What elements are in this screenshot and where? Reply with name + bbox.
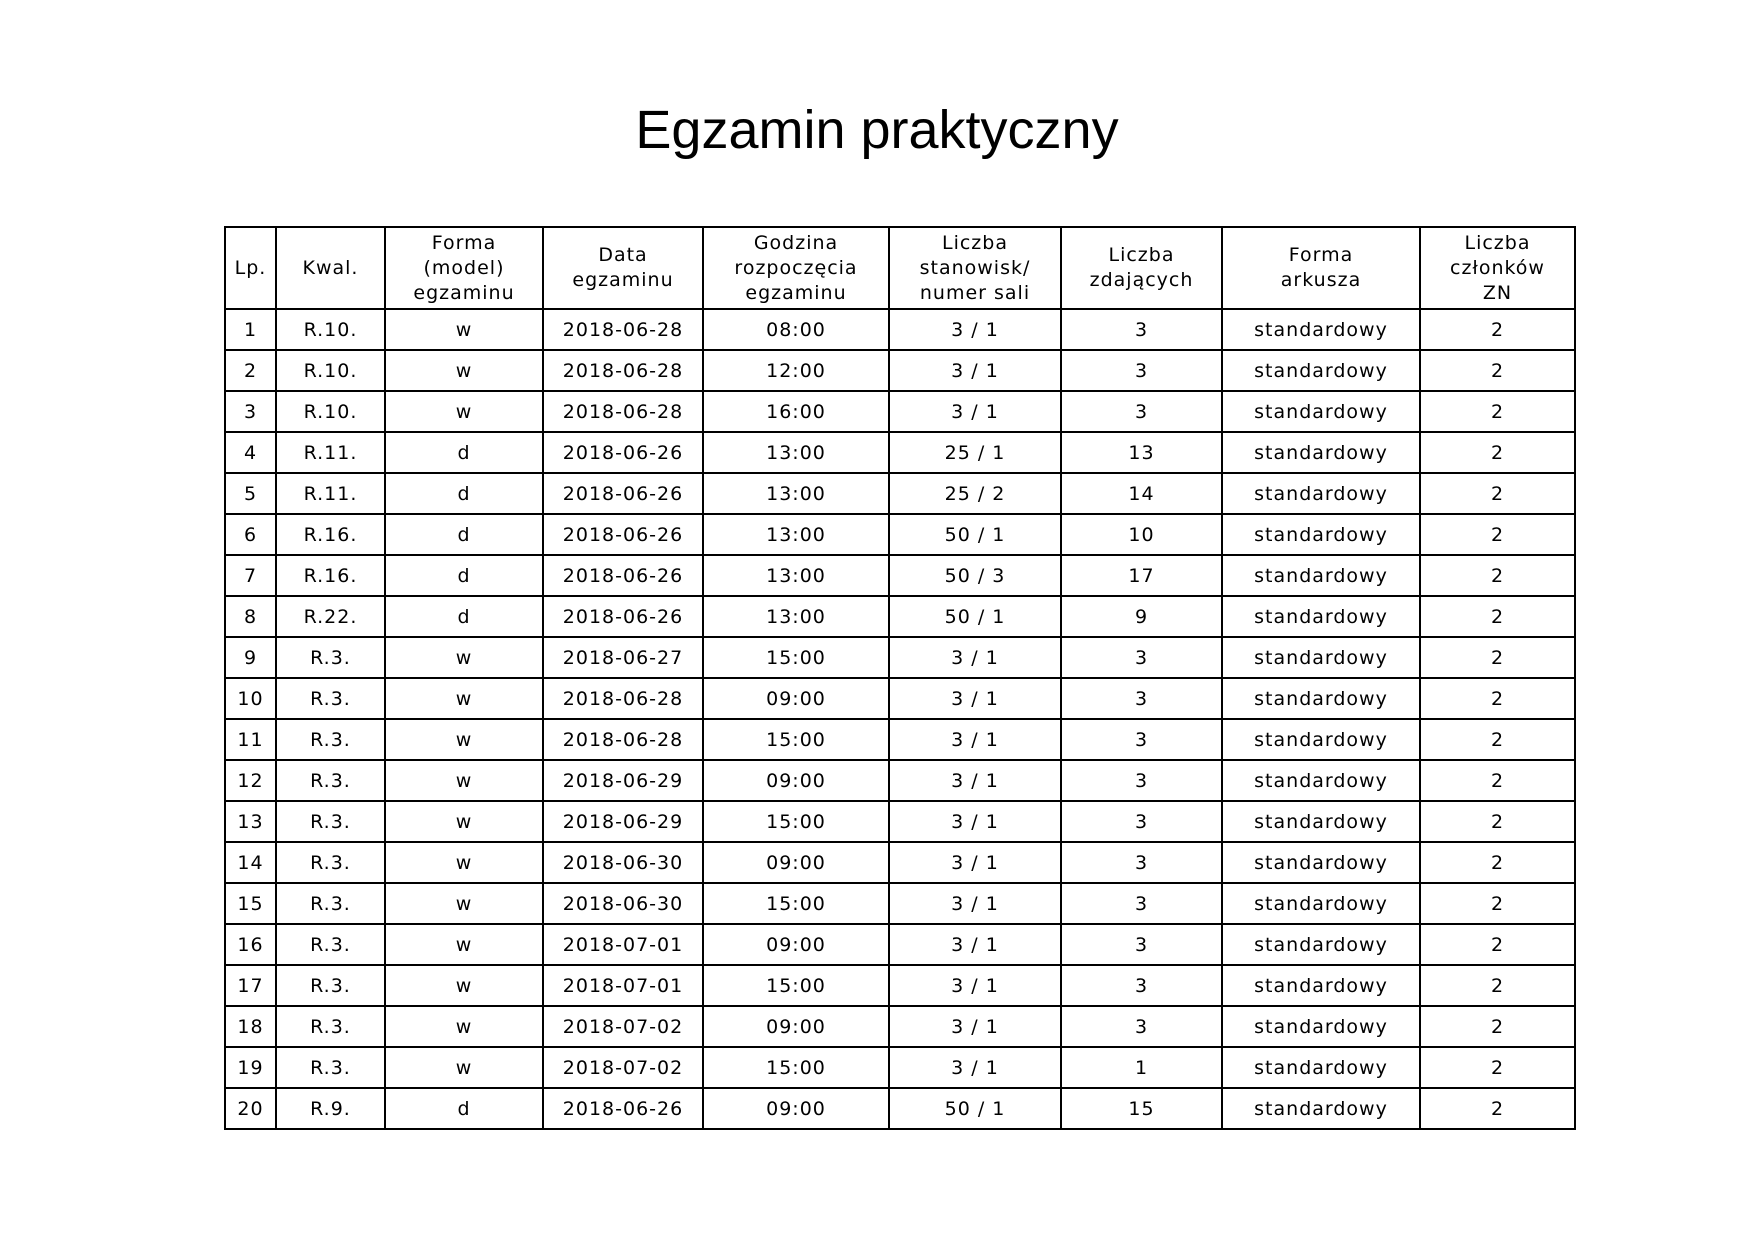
cell-stanowiska: 3 / 1 bbox=[889, 391, 1061, 432]
cell-godzina: 16:00 bbox=[703, 391, 889, 432]
table-row bbox=[225, 596, 1575, 637]
cell-lp: 3 bbox=[225, 391, 276, 432]
cell-forma: w bbox=[385, 883, 543, 924]
cell-lp: 15 bbox=[225, 883, 276, 924]
cell-godzina: 09:00 bbox=[703, 842, 889, 883]
table-row bbox=[225, 801, 1575, 842]
cell-kwal: R.3. bbox=[276, 678, 385, 719]
cell-lp: 7 bbox=[225, 555, 276, 596]
header-godzina: Godzina rozpoczęcia egzaminu bbox=[703, 227, 889, 309]
cell-arkusz: standardowy bbox=[1222, 883, 1420, 924]
cell-forma: w bbox=[385, 309, 543, 350]
cell-zdajacy: 14 bbox=[1061, 473, 1222, 514]
cell-czlonkowie: 2 bbox=[1420, 1088, 1575, 1129]
cell-kwal: R.3. bbox=[276, 1047, 385, 1088]
cell-stanowiska: 3 / 1 bbox=[889, 883, 1061, 924]
cell-zdajacy: 13 bbox=[1061, 432, 1222, 473]
cell-zdajacy: 10 bbox=[1061, 514, 1222, 555]
table-row bbox=[225, 309, 1575, 350]
table-row bbox=[225, 1088, 1575, 1129]
cell-forma: d bbox=[385, 555, 543, 596]
cell-zdajacy: 3 bbox=[1061, 637, 1222, 678]
cell-czlonkowie: 2 bbox=[1420, 1006, 1575, 1047]
cell-godzina: 15:00 bbox=[703, 801, 889, 842]
cell-czlonkowie: 2 bbox=[1420, 596, 1575, 637]
cell-arkusz: standardowy bbox=[1222, 473, 1420, 514]
cell-data: 2018-06-30 bbox=[543, 883, 703, 924]
cell-forma: d bbox=[385, 473, 543, 514]
cell-godzina: 13:00 bbox=[703, 432, 889, 473]
cell-godzina: 09:00 bbox=[703, 1006, 889, 1047]
cell-stanowiska: 3 / 1 bbox=[889, 350, 1061, 391]
cell-arkusz: standardowy bbox=[1222, 309, 1420, 350]
cell-arkusz: standardowy bbox=[1222, 1088, 1420, 1129]
cell-godzina: 15:00 bbox=[703, 965, 889, 1006]
cell-lp: 2 bbox=[225, 350, 276, 391]
cell-lp: 20 bbox=[225, 1088, 276, 1129]
cell-lp: 17 bbox=[225, 965, 276, 1006]
cell-kwal: R.11. bbox=[276, 473, 385, 514]
cell-kwal: R.3. bbox=[276, 719, 385, 760]
cell-data: 2018-06-26 bbox=[543, 1088, 703, 1129]
cell-czlonkowie: 2 bbox=[1420, 637, 1575, 678]
cell-zdajacy: 3 bbox=[1061, 760, 1222, 801]
cell-czlonkowie: 2 bbox=[1420, 842, 1575, 883]
cell-godzina: 15:00 bbox=[703, 637, 889, 678]
table-row bbox=[225, 432, 1575, 473]
cell-stanowiska: 3 / 1 bbox=[889, 719, 1061, 760]
cell-stanowiska: 3 / 1 bbox=[889, 678, 1061, 719]
table-row bbox=[225, 842, 1575, 883]
cell-stanowiska: 25 / 1 bbox=[889, 432, 1061, 473]
cell-czlonkowie: 2 bbox=[1420, 924, 1575, 965]
cell-lp: 14 bbox=[225, 842, 276, 883]
cell-zdajacy: 3 bbox=[1061, 883, 1222, 924]
header-forma-arkusza: Forma arkusza bbox=[1222, 227, 1420, 309]
cell-kwal: R.3. bbox=[276, 801, 385, 842]
cell-forma: w bbox=[385, 924, 543, 965]
cell-stanowiska: 3 / 1 bbox=[889, 842, 1061, 883]
cell-stanowiska: 50 / 3 bbox=[889, 555, 1061, 596]
header-liczba-stanowisk: Liczba stanowisk/ numer sali bbox=[889, 227, 1061, 309]
cell-czlonkowie: 2 bbox=[1420, 432, 1575, 473]
table-row bbox=[225, 1006, 1575, 1047]
table-row bbox=[225, 514, 1575, 555]
cell-forma: d bbox=[385, 432, 543, 473]
cell-czlonkowie: 2 bbox=[1420, 350, 1575, 391]
cell-stanowiska: 50 / 1 bbox=[889, 596, 1061, 637]
cell-godzina: 09:00 bbox=[703, 924, 889, 965]
table-row bbox=[225, 350, 1575, 391]
header-forma-egzaminu: Forma (model) egzaminu bbox=[385, 227, 543, 309]
cell-zdajacy: 3 bbox=[1061, 678, 1222, 719]
cell-godzina: 12:00 bbox=[703, 350, 889, 391]
cell-arkusz: standardowy bbox=[1222, 1047, 1420, 1088]
header-lp: Lp. bbox=[225, 227, 276, 309]
cell-zdajacy: 17 bbox=[1061, 555, 1222, 596]
cell-lp: 16 bbox=[225, 924, 276, 965]
cell-kwal: R.3. bbox=[276, 883, 385, 924]
cell-czlonkowie: 2 bbox=[1420, 1047, 1575, 1088]
header-kwal: Kwal. bbox=[276, 227, 385, 309]
table-row bbox=[225, 391, 1575, 432]
table-row bbox=[225, 965, 1575, 1006]
cell-data: 2018-06-26 bbox=[543, 555, 703, 596]
table-row bbox=[225, 924, 1575, 965]
cell-kwal: R.11. bbox=[276, 432, 385, 473]
cell-czlonkowie: 2 bbox=[1420, 555, 1575, 596]
cell-godzina: 13:00 bbox=[703, 596, 889, 637]
table-header-row bbox=[225, 227, 1575, 309]
cell-data: 2018-06-27 bbox=[543, 637, 703, 678]
cell-lp: 9 bbox=[225, 637, 276, 678]
table-row bbox=[225, 760, 1575, 801]
cell-stanowiska: 50 / 1 bbox=[889, 514, 1061, 555]
cell-godzina: 13:00 bbox=[703, 514, 889, 555]
cell-forma: d bbox=[385, 514, 543, 555]
cell-data: 2018-06-26 bbox=[543, 473, 703, 514]
header-liczba-czlonkow: Liczba członków ZN bbox=[1420, 227, 1575, 309]
cell-data: 2018-06-26 bbox=[543, 432, 703, 473]
cell-data: 2018-07-01 bbox=[543, 924, 703, 965]
cell-zdajacy: 3 bbox=[1061, 801, 1222, 842]
cell-stanowiska: 3 / 1 bbox=[889, 760, 1061, 801]
cell-zdajacy: 3 bbox=[1061, 924, 1222, 965]
cell-godzina: 08:00 bbox=[703, 309, 889, 350]
cell-zdajacy: 9 bbox=[1061, 596, 1222, 637]
cell-czlonkowie: 2 bbox=[1420, 965, 1575, 1006]
cell-godzina: 13:00 bbox=[703, 555, 889, 596]
cell-czlonkowie: 2 bbox=[1420, 719, 1575, 760]
cell-stanowiska: 25 / 2 bbox=[889, 473, 1061, 514]
cell-forma: w bbox=[385, 965, 543, 1006]
cell-kwal: R.10. bbox=[276, 309, 385, 350]
cell-czlonkowie: 2 bbox=[1420, 678, 1575, 719]
exam-schedule-table bbox=[224, 226, 1576, 1130]
table-row bbox=[225, 678, 1575, 719]
cell-lp: 6 bbox=[225, 514, 276, 555]
cell-data: 2018-06-26 bbox=[543, 514, 703, 555]
cell-zdajacy: 15 bbox=[1061, 1088, 1222, 1129]
cell-arkusz: standardowy bbox=[1222, 965, 1420, 1006]
cell-forma: w bbox=[385, 760, 543, 801]
cell-arkusz: standardowy bbox=[1222, 1006, 1420, 1047]
cell-godzina: 09:00 bbox=[703, 678, 889, 719]
cell-arkusz: standardowy bbox=[1222, 596, 1420, 637]
cell-data: 2018-06-29 bbox=[543, 801, 703, 842]
cell-data: 2018-06-28 bbox=[543, 309, 703, 350]
cell-arkusz: standardowy bbox=[1222, 514, 1420, 555]
cell-data: 2018-06-28 bbox=[543, 350, 703, 391]
cell-arkusz: standardowy bbox=[1222, 350, 1420, 391]
cell-kwal: R.3. bbox=[276, 924, 385, 965]
cell-kwal: R.10. bbox=[276, 350, 385, 391]
cell-godzina: 09:00 bbox=[703, 760, 889, 801]
cell-data: 2018-06-28 bbox=[543, 391, 703, 432]
cell-lp: 8 bbox=[225, 596, 276, 637]
header-liczba-zdajacych: Liczba zdających bbox=[1061, 227, 1222, 309]
cell-lp: 4 bbox=[225, 432, 276, 473]
cell-godzina: 15:00 bbox=[703, 719, 889, 760]
cell-stanowiska: 3 / 1 bbox=[889, 309, 1061, 350]
table-row bbox=[225, 1047, 1575, 1088]
cell-lp: 18 bbox=[225, 1006, 276, 1047]
cell-arkusz: standardowy bbox=[1222, 432, 1420, 473]
cell-czlonkowie: 2 bbox=[1420, 391, 1575, 432]
cell-data: 2018-06-29 bbox=[543, 760, 703, 801]
cell-forma: w bbox=[385, 637, 543, 678]
cell-arkusz: standardowy bbox=[1222, 924, 1420, 965]
cell-zdajacy: 3 bbox=[1061, 1006, 1222, 1047]
cell-lp: 19 bbox=[225, 1047, 276, 1088]
cell-data: 2018-06-28 bbox=[543, 719, 703, 760]
cell-godzina: 13:00 bbox=[703, 473, 889, 514]
page-title: Egzamin praktyczny bbox=[635, 100, 1119, 160]
cell-data: 2018-06-26 bbox=[543, 596, 703, 637]
cell-arkusz: standardowy bbox=[1222, 678, 1420, 719]
cell-kwal: R.9. bbox=[276, 1088, 385, 1129]
cell-kwal: R.16. bbox=[276, 555, 385, 596]
cell-czlonkowie: 2 bbox=[1420, 309, 1575, 350]
cell-forma: w bbox=[385, 1006, 543, 1047]
cell-forma: w bbox=[385, 391, 543, 432]
cell-arkusz: standardowy bbox=[1222, 719, 1420, 760]
cell-forma: w bbox=[385, 719, 543, 760]
cell-data: 2018-06-28 bbox=[543, 678, 703, 719]
cell-arkusz: standardowy bbox=[1222, 391, 1420, 432]
cell-kwal: R.3. bbox=[276, 760, 385, 801]
cell-czlonkowie: 2 bbox=[1420, 760, 1575, 801]
cell-kwal: R.3. bbox=[276, 965, 385, 1006]
cell-lp: 11 bbox=[225, 719, 276, 760]
cell-godzina: 09:00 bbox=[703, 1088, 889, 1129]
header-data-egzaminu: Data egzaminu bbox=[543, 227, 703, 309]
cell-forma: w bbox=[385, 842, 543, 883]
cell-arkusz: standardowy bbox=[1222, 760, 1420, 801]
cell-arkusz: standardowy bbox=[1222, 637, 1420, 678]
cell-lp: 5 bbox=[225, 473, 276, 514]
cell-stanowiska: 3 / 1 bbox=[889, 1047, 1061, 1088]
cell-kwal: R.3. bbox=[276, 842, 385, 883]
cell-stanowiska: 50 / 1 bbox=[889, 1088, 1061, 1129]
cell-stanowiska: 3 / 1 bbox=[889, 801, 1061, 842]
cell-lp: 10 bbox=[225, 678, 276, 719]
cell-forma: w bbox=[385, 350, 543, 391]
table-row bbox=[225, 637, 1575, 678]
cell-zdajacy: 3 bbox=[1061, 719, 1222, 760]
cell-stanowiska: 3 / 1 bbox=[889, 965, 1061, 1006]
table-row bbox=[225, 473, 1575, 514]
cell-kwal: R.16. bbox=[276, 514, 385, 555]
table-row bbox=[225, 719, 1575, 760]
cell-stanowiska: 3 / 1 bbox=[889, 924, 1061, 965]
cell-zdajacy: 3 bbox=[1061, 391, 1222, 432]
cell-data: 2018-07-01 bbox=[543, 965, 703, 1006]
table-row bbox=[225, 883, 1575, 924]
cell-godzina: 15:00 bbox=[703, 883, 889, 924]
cell-zdajacy: 3 bbox=[1061, 309, 1222, 350]
cell-lp: 12 bbox=[225, 760, 276, 801]
cell-arkusz: standardowy bbox=[1222, 555, 1420, 596]
cell-kwal: R.3. bbox=[276, 637, 385, 678]
cell-forma: d bbox=[385, 596, 543, 637]
cell-czlonkowie: 2 bbox=[1420, 801, 1575, 842]
cell-czlonkowie: 2 bbox=[1420, 473, 1575, 514]
cell-data: 2018-07-02 bbox=[543, 1047, 703, 1088]
cell-forma: w bbox=[385, 801, 543, 842]
cell-stanowiska: 3 / 1 bbox=[889, 637, 1061, 678]
cell-kwal: R.10. bbox=[276, 391, 385, 432]
cell-czlonkowie: 2 bbox=[1420, 883, 1575, 924]
cell-zdajacy: 3 bbox=[1061, 842, 1222, 883]
cell-stanowiska: 3 / 1 bbox=[889, 1006, 1061, 1047]
cell-zdajacy: 3 bbox=[1061, 965, 1222, 1006]
cell-arkusz: standardowy bbox=[1222, 842, 1420, 883]
cell-lp: 13 bbox=[225, 801, 276, 842]
table-body bbox=[225, 309, 1575, 1129]
cell-arkusz: standardowy bbox=[1222, 801, 1420, 842]
cell-lp: 1 bbox=[225, 309, 276, 350]
cell-zdajacy: 1 bbox=[1061, 1047, 1222, 1088]
cell-forma: w bbox=[385, 678, 543, 719]
cell-kwal: R.22. bbox=[276, 596, 385, 637]
cell-data: 2018-06-30 bbox=[543, 842, 703, 883]
cell-forma: d bbox=[385, 1088, 543, 1129]
cell-czlonkowie: 2 bbox=[1420, 514, 1575, 555]
cell-kwal: R.3. bbox=[276, 1006, 385, 1047]
table-row bbox=[225, 555, 1575, 596]
cell-data: 2018-07-02 bbox=[543, 1006, 703, 1047]
cell-forma: w bbox=[385, 1047, 543, 1088]
cell-godzina: 15:00 bbox=[703, 1047, 889, 1088]
cell-zdajacy: 3 bbox=[1061, 350, 1222, 391]
